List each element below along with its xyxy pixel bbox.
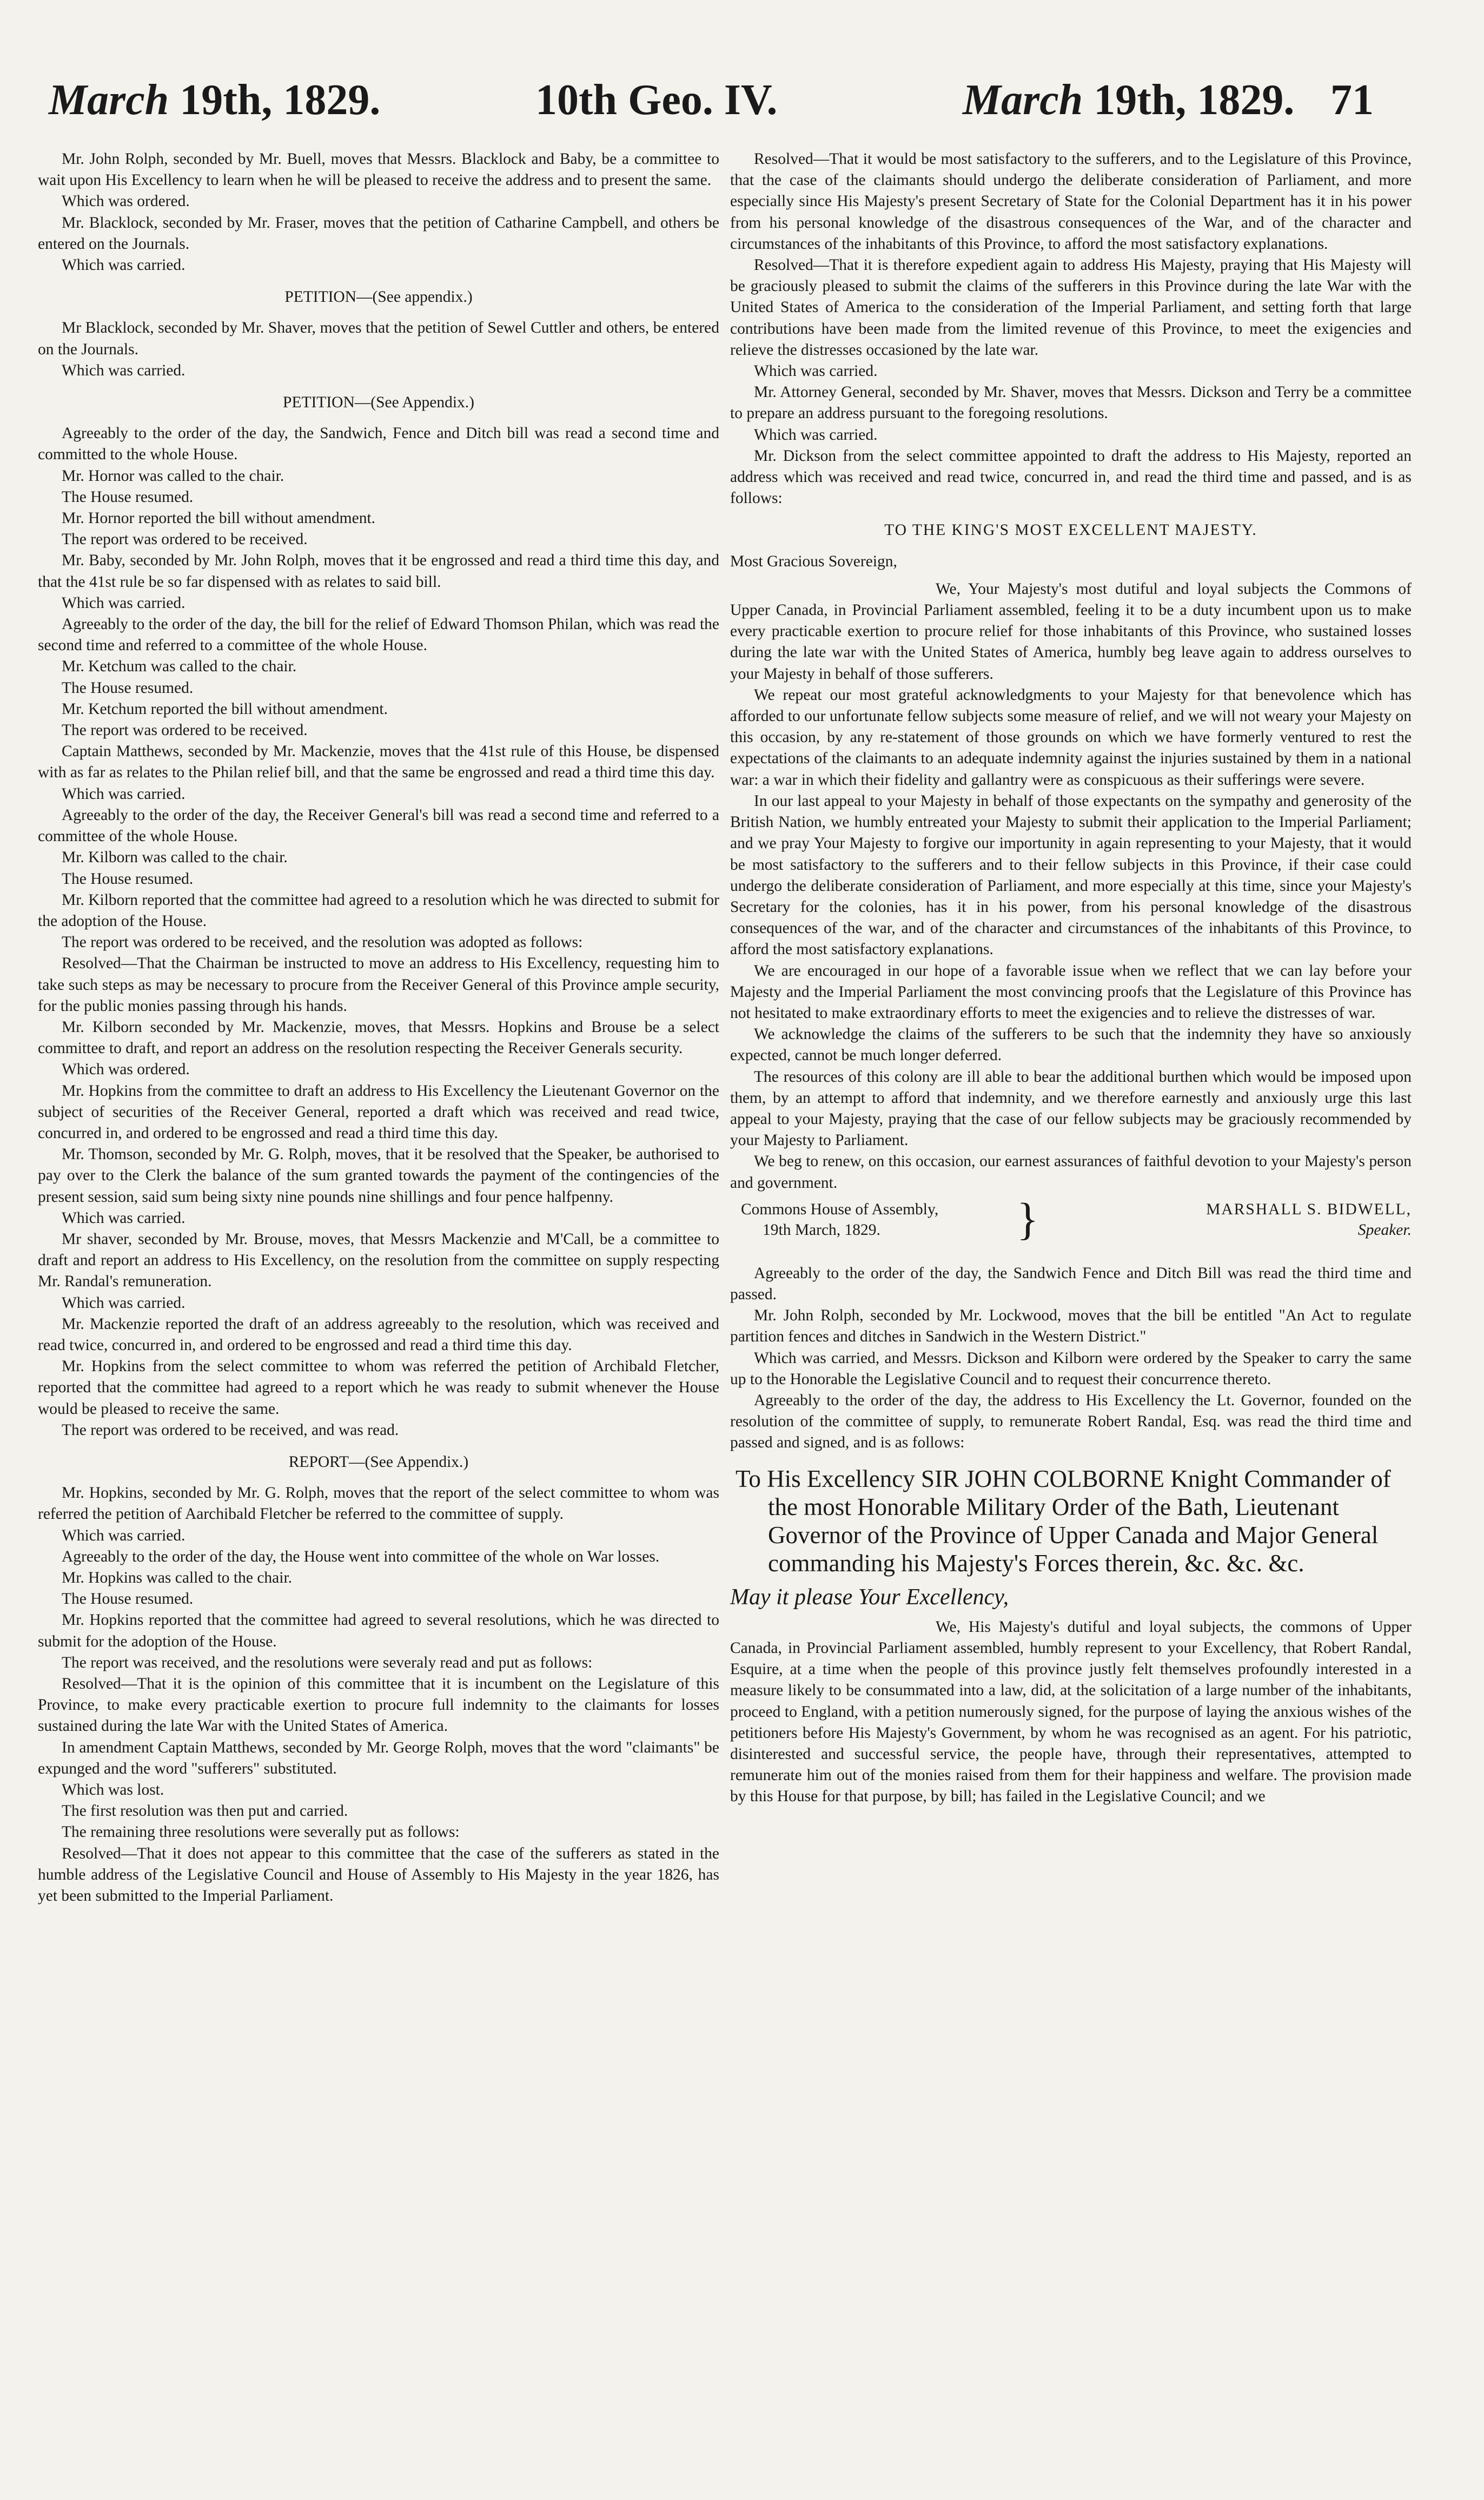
paragraph: The House resumed.: [62, 1590, 194, 1608]
kings-address-salutation: Most Gracious Sovereign,: [730, 552, 897, 570]
header-day-year-right: 19th, 1829.: [1083, 76, 1295, 124]
paragraph: Mr shaver, seconded by Mr. Brouse, moves, that Messrs Mackenzie and M'Call, be a committee to draft and report an address to His Excellency, on the resolution from the committee on supply respecting Mr. Randal's remuneration.: [38, 1230, 719, 1291]
header-month-left: March: [49, 76, 169, 124]
paragraph: Agreeably to the order of the day, the bill for the relief of Edward Thomson Philan, which was read the second time and referred to a committee of the whole House.: [38, 616, 719, 654]
paragraph: Mr. Hopkins from the committee to draft an address to His Excellency the Lieutenant Governor on the subject of securities of the Receiver General, reported a draft which was received and read twice, concurred in, and ordered to be engrossed and read a third time this day.: [38, 1082, 719, 1142]
paragraph: Mr. Baby, seconded by Mr. John Rolph, moves that it be engrossed and read a third time this day, and that the 41st rule be so far dispensed with as relates to said bill.: [38, 552, 719, 591]
kings-address-paragraph: The resources of this colony are ill able to bear the additional burthen which would be imposed upon them, by an attempt to afford that indemnity, and we therefore earnestly and anxiously urge this last appeal to your Majesty, praying that the case of our fellow subjects may be graciously recommended by your Majesty to Parliament.: [730, 1068, 1412, 1149]
signature-house: Commons House of Assembly,: [741, 1200, 939, 1218]
paragraph: Mr Blacklock, seconded by Mr. Shaver, moves that the petition of Sewel Cuttler and others, be entered on the Journals.: [38, 319, 719, 358]
section-heading: PETITION—(See appendix.): [284, 288, 473, 306]
section-heading: PETITION—(See Appendix.): [283, 394, 474, 412]
paragraph: Mr. Dickson from the select committee appointed to draft the address to His Majesty, reported an address which was received and read twice, concurred in, and read the third time and passed, and is as follows:: [730, 447, 1412, 507]
paragraph: Mr. Ketchum was called to the chair.: [62, 658, 297, 676]
kings-address-paragraph: We are encouraged in our hope of a favorable issue when we reflect that we can lay before your Majesty and the Imperial Parliament the most convincing proofs that the Legislature of this Province has not hesitated to make extraordinary efforts to meet the exigencies and to relieve the distresses of war.: [730, 962, 1412, 1022]
paragraph: Agreeably to the order of the day, the House went into committee of the whole on War losses.: [62, 1547, 660, 1565]
page-header: [32, 76, 1452, 130]
kings-address-title: TO THE KING'S MOST EXCELLENT MAJESTY.: [884, 521, 1257, 539]
paragraph: Mr. Kilborn was called to the chair.: [62, 849, 288, 867]
left-column: [38, 149, 719, 1907]
paragraph: Which was carried.: [62, 256, 186, 274]
kings-address-paragraph: We, Your Majesty's most dutiful and loyal subjects the Commons of Upper Canada, in Provincial Parliament assembled, feeling it to be a duty incumbent upon us to make every practicable exertion to procure relief for those inhabitants of this Province, who sustained losses during the late war with the United States of America, humbly beg leave again to address ourselves to your Majesty in behalf of those sufferers.: [730, 580, 1412, 683]
paragraph: Agreeably to the order of the day, the Sandwich, Fence and Ditch bill was read a second time and committed to the whole House.: [38, 425, 719, 464]
paragraph: Which was ordered.: [62, 193, 190, 210]
signature-place: [741, 1199, 938, 1240]
governor-address-title: To His Excellency SIR JOHN COLBORNE Knight Commander of the most Honorable Military Order of the Bath, Lieutenant Governor of the Province of Upper Canada and Major General commanding his Majesty's Forces therein, &c. &c. &c.: [736, 1465, 1391, 1577]
paragraph: Mr. Mackenzie reported the draft of an address agreeably to the resolution, which was received and read twice, concurred in, and ordered to be engrossed and read a third time this day.: [38, 1315, 719, 1354]
paragraph: Captain Matthews, seconded by Mr. Mackenzie, moves that the 41st rule of this House, be dispensed with as far as relates to the Philan relief bill, and that the same be engrossed and read a third time this day.: [38, 743, 719, 782]
paragraph: The remaining three resolutions were severally put as follows:: [62, 1823, 460, 1841]
paragraph: The House resumed.: [62, 870, 194, 888]
governor-address-paragraph: We, His Majesty's dutiful and loyal subjects, the commons of Upper Canada, in Provincial Parliament assembled, humbly represent to your Excellency, that Robert Randal, Esquire, at a time when the people of this province justly felt themselves profoundly interested in a measure likely to be consummated into a law, did, at the solicitation of a large number of the inhabitants, proceed to England, with a petition numerously signed, for the purpose of laying the anxious wishes of the petitioners before His Majesty's Government, by whom he was recognised as an agent. For his patriotic, disinterested and successful service, the people have, through their representatives, attempted to remunerate him out of the monies raised from them for their happiness and welfare. The provision made by this House for that purpose, by bill; has failed in the Legislative Council; and we: [730, 1618, 1412, 1805]
paragraph: Which was carried, and Messrs. Dickson and Kilborn were ordered by the Speaker to carry the same up to the Honorable the Legislative Council and to request their concurrence thereto.: [730, 1349, 1412, 1388]
paragraph: The report was received, and the resolutions were severaly read and put as follows:: [62, 1654, 593, 1671]
brace-glyph: }: [1017, 1194, 1039, 1245]
speaker-title: Speaker.: [1357, 1221, 1412, 1239]
header-date-left: [49, 76, 380, 125]
paragraph: The House resumed.: [62, 679, 194, 697]
paragraph: Which was carried.: [754, 426, 878, 444]
paragraph: The report was ordered to be received.: [62, 531, 308, 548]
header-month-right: March: [963, 76, 1083, 124]
paragraph: Mr. John Rolph, seconded by Mr. Buell, moves that Messrs. Blacklock and Baby, be a committee to wait upon His Excellency to learn when he will be pleased to receive the address and to present the same.: [38, 150, 719, 189]
paragraph: Agreeably to the order of the day, the address to His Excellency the Lt. Governor, founded on the resolution of the committee of supply, to remunerate Robert Randal, Esq. was read the third time and passed and signed, and is as follows:: [730, 1391, 1412, 1452]
paragraph: Which was ordered.: [62, 1061, 190, 1079]
paragraph: Which was carried.: [62, 1294, 186, 1312]
paragraph: Mr. Hornor reported the bill without amendment.: [62, 510, 376, 527]
header-session: 10th Geo. IV.: [535, 76, 778, 124]
header-day-year-left: 19th, 1829.: [169, 76, 381, 124]
paragraph: Agreeably to the order of the day, the Receiver General's bill was read a second time and referred to a committee of the whole House.: [38, 806, 719, 845]
paragraph: Agreeably to the order of the day, the Sandwich Fence and Ditch Bill was read the third time and passed.: [730, 1264, 1412, 1303]
paragraph: Mr. Hopkins was called to the chair.: [62, 1569, 293, 1586]
paragraph: Mr. Hopkins from the select committee to whom was referred the petition of Archibald Fletcher, reported that the committee had agreed to a report which he was ready to submit whenever the House would be pleased to receive the same.: [38, 1358, 719, 1418]
signature-date: 19th March, 1829.: [763, 1221, 880, 1239]
paragraph: Which was carried.: [62, 361, 186, 379]
kings-address-paragraph: In our last appeal to your Majesty in behalf of those expectants on the sympathy and generosity of the British Nation, we humbly entreated your Majesty to submit their application to the Imperial Parliament; and we pray Your Majesty to forgive our importunity in again representing to your Majesty, that it would be most satisfactory to the sufferers and to their fellow subjects in this Province, if their case could undergo the deliberate consideration of Parliament, and more especially at this time, since your Majesty's Secretary for the colonies, has it in his power, from his personal knowledge of the disastrous consequences of the war, and of the character and circumstances of the inhabitants of this Province, to afford the most satisfactory explanations.: [730, 792, 1412, 958]
paragraph: The report was ordered to be received, and the resolution was adopted as follows:: [62, 934, 583, 951]
paragraph: Resolved—That it would be most satisfactory to the sufferers, and to the Legislature of this Province, that the case of the claimants should undergo the deliberate consideration of Parliament, and more especially since His Majesty's present Secretary of State for the Colonial Department has it in his power from his personal knowledge of the disastrous consequences of the War, and of the character and circumstances of the inhabitants of this Province, to afford the most satisfactory explanations.: [730, 150, 1412, 253]
paragraph: The report was ordered to be received, and was read.: [62, 1421, 399, 1439]
right-column: [730, 149, 1412, 1808]
paragraph: Mr. Kilborn seconded by Mr. Mackenzie, moves, that Messrs. Hopkins and Brouse be a select committee to draft, and report an address on the resolution respecting the Receiver Generals security.: [38, 1018, 719, 1057]
paragraph: The House resumed.: [62, 488, 194, 506]
paragraph: Mr. John Rolph, seconded by Mr. Lockwood, moves that the bill be entitled "An Act to regulate partition fences and ditches in Sandwich in the Western District.": [730, 1307, 1412, 1346]
governor-address-salutation: May it please Your Excellency,: [730, 1584, 1009, 1610]
paragraph: Mr. Attorney General, seconded by Mr. Shaver, moves that Messrs. Dickson and Terry be a committee to prepare an address pursuant to the foregoing resolutions.: [730, 383, 1412, 422]
paragraph: Which was carried.: [754, 362, 878, 380]
speaker-name: MARSHALL S. BIDWELL,: [1206, 1200, 1412, 1218]
page-number: 71: [1330, 76, 1374, 124]
paragraph: Which was carried.: [62, 1209, 186, 1227]
paragraph: Which was carried.: [62, 594, 186, 612]
paragraph: In amendment Captain Matthews, seconded by Mr. George Rolph, moves that the word "claimants" be expunged and the word "sufferers" substituted.: [38, 1738, 719, 1777]
paragraph: Which was carried.: [62, 1526, 186, 1544]
section-heading: REPORT—(See Appendix.): [288, 1453, 469, 1471]
kings-address-paragraph: We beg to renew, on this occasion, our earnest assurances of faithful devotion to your Majesty's person and government.: [730, 1153, 1412, 1192]
kings-address-paragraph: We acknowledge the claims of the sufferers to be such that the indemnity they have so anxiously expected, cannot be much longer deferred.: [730, 1026, 1412, 1064]
signature-speaker: [1206, 1199, 1412, 1240]
signature-block: [730, 1194, 1412, 1253]
paragraph: Mr. Hopkins, seconded by Mr. G. Rolph, moves that the report of the select committee to whom was referred the petition of Aarchibald Fletcher be referred to the committee of supply.: [38, 1484, 719, 1523]
header-date-right: [963, 76, 1294, 125]
kings-address-paragraph: We repeat our most grateful acknowledgments to your Majesty for that benevolence which has afforded to our unfortunate fellow subjects some measure of relief, and we will not weary your Majesty on this occasion, by any re-statement of those grounds on which we have formerly ventured to rest the expectations of the claimants to an adequate indemnity against the injuries sustained by them in a national war: a war in which their fidelity and gallantry were as conspicuous as their sufferings were severe.: [730, 686, 1412, 789]
paragraph: Mr. Thomson, seconded by Mr. G. Rolph, moves, that it be resolved that the Speaker, be authorised to pay over to the Clerk the balance of the sum granted towards the payment of the contingencies of the present session, said sum being sixty nine pounds nine shillings and four pence halfpenny.: [38, 1146, 719, 1206]
paragraph: Mr. Hornor was called to the chair.: [62, 467, 284, 485]
paragraph: Mr. Ketchum reported the bill without amendment.: [62, 700, 388, 718]
paragraph: The report was ordered to be received.: [62, 722, 308, 739]
paragraph: Which was lost.: [62, 1781, 164, 1799]
paragraph: Resolved—That it does not appear to this committee that the case of the sufferers as stated in the humble address of the Legislative Council and House of Assembly to His Majesty in the year 1826, has yet been submitted to the Imperial Parliament.: [38, 1844, 719, 1905]
paragraph: Resolved—That the Chairman be instructed to move an address to His Excellency, requesting him to take such steps as may be necessary to procure from the Receiver General of this Province ample security, for the public monies passing through his hands.: [38, 955, 719, 1015]
paragraph: Mr. Blacklock, seconded by Mr. Fraser, moves that the petition of Catharine Campbell, and others be entered on the Journals.: [38, 214, 719, 253]
paragraph: The first resolution was then put and carried.: [62, 1802, 348, 1820]
paragraph: Resolved—That it is therefore expedient again to address His Majesty, praying that His Majesty will be graciously pleased to submit the claims of the sufferers in this Province during the late War with the United States of America to the consideration of the Imperial Parliament, and setting forth that large contributions have been made from the limited revenue of this Province, to meet the exigencies and relieve the distresses occasioned by the late war.: [730, 256, 1412, 359]
paragraph: Which was carried.: [62, 785, 186, 803]
paragraph: Mr. Hopkins reported that the committee had agreed to several resolutions, which he was directed to submit for the adoption of the House.: [38, 1611, 719, 1650]
paragraph: Mr. Kilborn reported that the committee had agreed to a resolution which he was directed to submit for the adoption of the House.: [38, 891, 719, 930]
paragraph: Resolved—That it is the opinion of this committee that it is incumbent on the Legislature of this Province, to make every practicable exertion to procure full indemnity to the claimants for losses sustained during the late War with the United States of America.: [38, 1675, 719, 1735]
